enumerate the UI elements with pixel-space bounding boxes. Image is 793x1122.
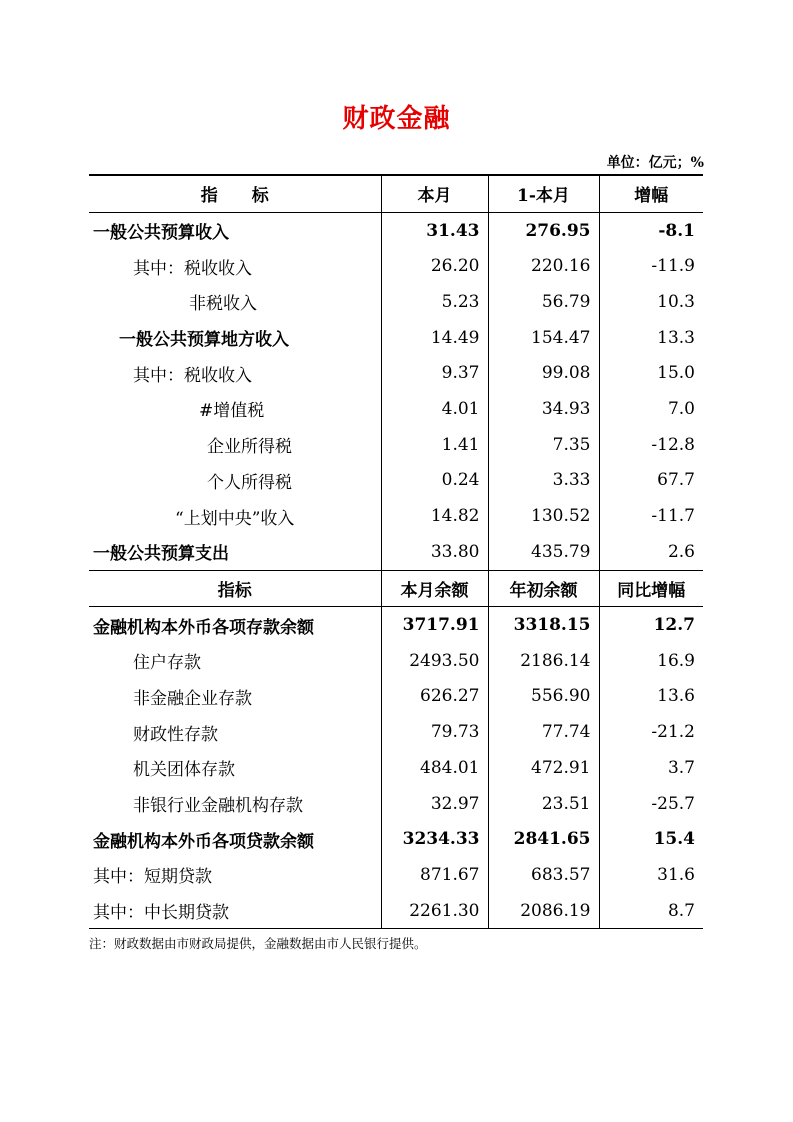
row-ytd: 683.57	[488, 857, 599, 893]
row-growth: 16.9	[657, 650, 695, 671]
row-month: 1.41	[381, 427, 488, 463]
row-month: 26.20	[381, 248, 488, 284]
row-name: #增值税	[89, 391, 381, 427]
row-growth: 13.3	[657, 327, 695, 348]
row-name: 非银行业金融机构存款	[89, 786, 381, 822]
row-growth: -21.2	[651, 722, 695, 743]
table-row	[89, 857, 703, 893]
row-month: 4.01	[381, 391, 488, 427]
unit-label: 单位：亿元；%	[606, 155, 704, 171]
row-ytd: 23.51	[488, 786, 599, 822]
header-yoy-growth: 同比增幅	[599, 570, 703, 607]
table-row	[89, 320, 703, 356]
row-growth: 2.6	[667, 541, 695, 562]
row-ytd: 7.35	[488, 427, 599, 463]
row-month: 3717.91	[381, 607, 488, 643]
row-growth: 15.0	[657, 363, 695, 384]
row-name: 一般公共预算收入	[89, 212, 381, 248]
row-month: 3234.33	[381, 821, 488, 857]
table-row	[89, 786, 703, 822]
row-growth: 12.7	[653, 615, 695, 636]
header-ytd: 1-本月	[488, 175, 599, 212]
row-growth: 7.0	[667, 398, 695, 419]
row-month: 14.82	[381, 498, 488, 534]
row-ytd: 130.52	[488, 498, 599, 534]
row-month: 5.23	[381, 284, 488, 320]
row-name: 其中：税收收入	[89, 248, 381, 284]
row-growth: 8.7	[599, 893, 703, 929]
row-month: 2261.30	[381, 893, 488, 929]
row-growth: -25.7	[651, 793, 695, 814]
row-growth: -11.9	[651, 256, 695, 277]
header-indicator: 指标	[89, 570, 381, 607]
row-growth: -8.1	[658, 220, 695, 241]
row-growth: 67.7	[657, 470, 695, 491]
row-ytd: 276.95	[488, 212, 599, 248]
table-row	[89, 750, 703, 786]
header-indicator: 指 标	[89, 175, 381, 212]
header-month: 本月	[381, 175, 488, 212]
row-name: 非金融企业存款	[89, 679, 381, 715]
row-growth: 10.3	[657, 291, 695, 312]
row-month: 33.80	[381, 534, 488, 570]
table-row	[89, 679, 703, 715]
row-month: 871.67	[381, 857, 488, 893]
row-ytd: 556.90	[488, 679, 599, 715]
row-growth: 15.4	[653, 829, 695, 850]
finance-table	[89, 174, 703, 929]
row-name: 机关团体存款	[89, 750, 381, 786]
row-name: 金融机构本外币各项贷款余额	[89, 821, 381, 857]
row-name: “上划中央”收入	[89, 498, 381, 534]
row-month: 14.49	[381, 320, 488, 356]
table-row	[89, 893, 703, 929]
row-ytd: 2086.19	[488, 893, 599, 929]
row-ytd: 3.33	[488, 463, 599, 499]
row-month: 31.43	[381, 212, 488, 248]
row-name: 财政性存款	[89, 714, 381, 750]
row-ytd: 435.79	[488, 534, 599, 570]
table-row	[89, 355, 703, 391]
finance-header-row	[89, 570, 703, 607]
table-row	[89, 607, 703, 643]
table-row	[89, 212, 703, 248]
row-ytd: 154.47	[488, 320, 599, 356]
row-ytd: 220.16	[488, 248, 599, 284]
header-year-start-balance: 年初余额	[488, 570, 599, 607]
table-row	[89, 498, 703, 534]
row-growth: -12.8	[651, 434, 695, 455]
table-row	[89, 427, 703, 463]
row-growth: 3.7	[667, 757, 695, 778]
table-row	[89, 643, 703, 679]
row-month: 2493.50	[381, 643, 488, 679]
row-ytd: 99.08	[488, 355, 599, 391]
row-name: 企业所得税	[89, 427, 381, 463]
header-growth: 增幅	[599, 175, 703, 212]
row-ytd: 77.74	[488, 714, 599, 750]
table-row	[89, 248, 703, 284]
row-ytd: 3318.15	[488, 607, 599, 643]
row-ytd: 472.91	[488, 750, 599, 786]
table-row	[89, 391, 703, 427]
row-name: 一般公共预算地方收入	[89, 320, 381, 356]
row-ytd: 56.79	[488, 284, 599, 320]
row-ytd: 2841.65	[488, 821, 599, 857]
fiscal-header-row	[89, 175, 703, 212]
row-name: 个人所得税	[89, 463, 381, 499]
row-growth: 31.6	[657, 864, 695, 885]
row-month: 0.24	[381, 463, 488, 499]
footnote: 注：财政数据由市财政局提供，金融数据由市人民银行提供。	[89, 936, 427, 951]
table-row	[89, 714, 703, 750]
row-name: 其中：中长期贷款	[89, 893, 381, 929]
table-row	[89, 463, 703, 499]
row-name: 其中：税收收入	[89, 355, 381, 391]
row-name: 住户存款	[89, 643, 381, 679]
row-name: 一般公共预算支出	[89, 534, 381, 570]
row-growth: -11.7	[651, 506, 695, 527]
header-month-balance: 本月余额	[381, 570, 488, 607]
row-month: 626.27	[381, 679, 488, 715]
row-month: 9.37	[381, 355, 488, 391]
row-month: 32.97	[381, 786, 488, 822]
row-month: 79.73	[381, 714, 488, 750]
page-title: 财政金融	[342, 104, 451, 134]
row-name: 非税收入	[89, 284, 381, 320]
row-ytd: 34.93	[488, 391, 599, 427]
row-name: 其中：短期贷款	[89, 857, 381, 893]
table-row	[89, 534, 703, 570]
row-growth: 13.6	[657, 686, 695, 707]
row-month: 484.01	[381, 750, 488, 786]
table-row	[89, 284, 703, 320]
table-row	[89, 821, 703, 857]
row-ytd: 2186.14	[488, 643, 599, 679]
row-name: 金融机构本外币各项存款余额	[89, 607, 381, 643]
